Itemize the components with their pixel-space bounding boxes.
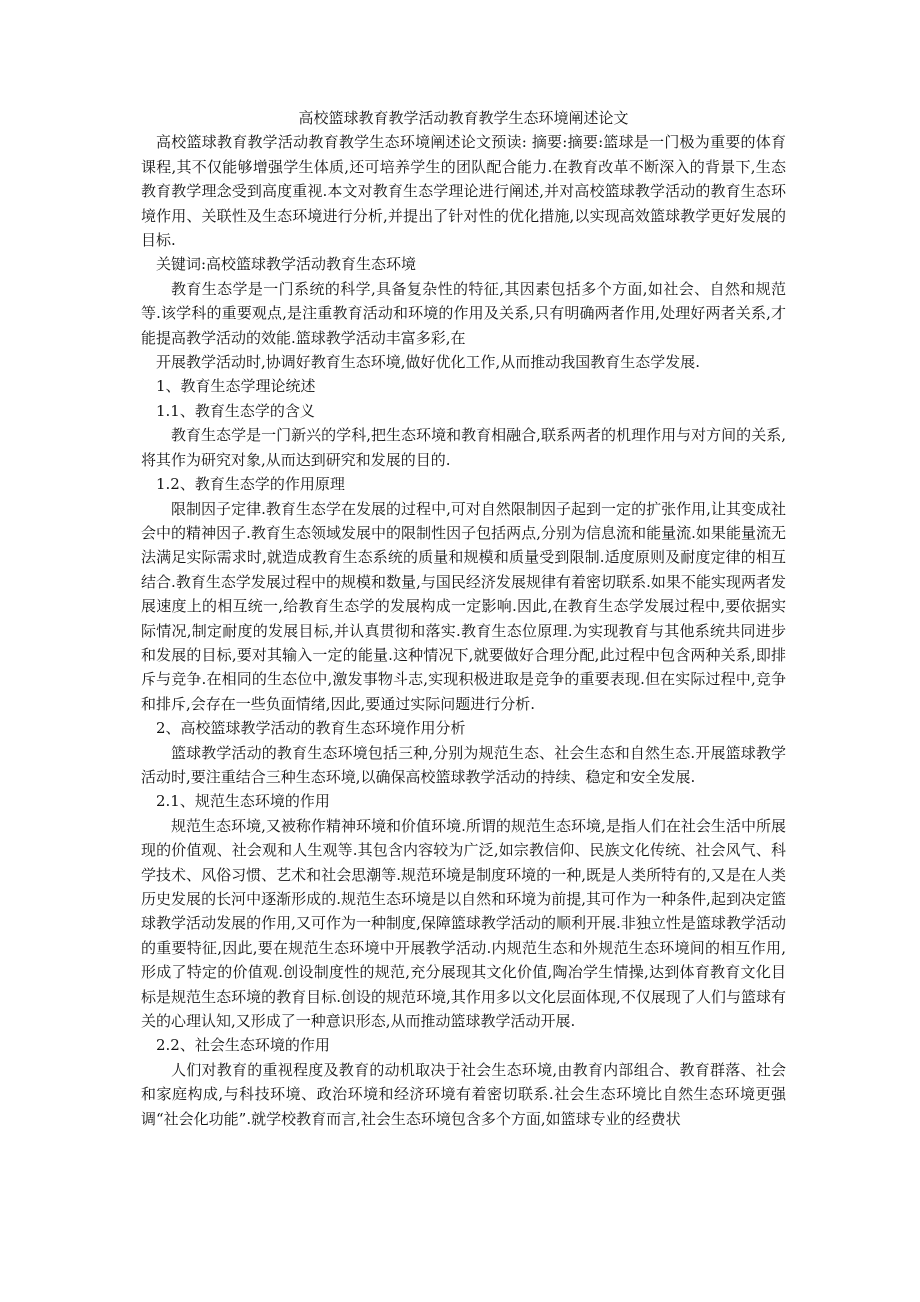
- keywords-line: 关键词:高校篮球教学活动教育生态环境: [156, 255, 417, 274]
- subsection-heading: 1.2、教育生态学的作用原理: [156, 475, 345, 494]
- body-paragraph: 教育生态学是一门新兴的学科,把生态环境和教育相融合,联系两者的机理作用与对方间的关系,将其作为研究对象,从而达到研究和发展的目的.: [141, 426, 786, 469]
- section-heading: 1、教育生态学理论统述: [156, 377, 316, 396]
- page-title: 高校篮球教育教学活动教育教学生态环境阐述论文: [298, 109, 629, 127]
- body-paragraph: 规范生态环境,又被称作精神环境和价值环境.所谓的规范生态环境,是指人们在社会生活中所展现的价值观、社会观和人生观等.其包含内容较为广泛,如宗教信仰、民族文化传统、社会风气、科学技术、风俗习惯、艺术和社会思潮等.规范环境是制度环境的一种,既是人类所特有的,又是在人类历史发展的长河中逐渐形成的.规范生态环境是以自然和环境为前提,其可作为一种条件,起到决定篮球教学活动发展的作用,又可作为一种制度,保障篮球教学活动的顺利开展.非独立性是篮球教学活动的重要特征,因此,要在规范生态环境中开展教学活动.内规范生态和外规范生态环境间的相互作用,形成了特定的价值观.创设制度性的规范,充分展现其文化价值,陶冶学生情操,达到体育教育文化目标是规范生态环境的教育目标.创设的规范环境,其作用多以文化层面体现,不仅展现了人们与篮球有关的心理认知,又形成了一种意识形态,从而推动篮球教学活动开展.: [141, 816, 786, 1031]
- subsection-heading: 2.1、规范生态环境的作用: [156, 792, 330, 811]
- body-paragraph: 教育生态学是一门系统的科学,具备复杂性的特征,其因素包括多个方面,如社会、自然和规范等.该学科的重要观点,是注重教育活动和环境的作用及关系,只有明确两者作用,处理好两者关系,才能提高教学活动的效能.篮球教学活动丰富多彩,在: [141, 279, 786, 347]
- body-paragraph: 开展教学活动时,协调好教育生态环境,做好优化工作,从而推动我国教育生态学发展.: [156, 353, 701, 372]
- section-heading: 2、高校篮球教学活动的教育生态环境作用分析: [156, 719, 466, 738]
- body-paragraph: 人们对教育的重视程度及教育的动机取决于社会生态环境,由教育内部组合、教育群落、社会和家庭构成,与科技环境、政治环境和经济环境有着密切联系.社会生态环境比自然生态环境更强调“社会化功能”.就学校教育而言,社会生态环境包含多个方面,如篮球专业的经费状: [141, 1060, 786, 1128]
- abstract-paragraph: 高校篮球教育教学活动教育教学生态环境阐述论文预读: 摘要:摘要:篮球是一门极为重要的体育课程,其不仅能够增强学生体质,还可培养学生的团队配合能力.在教育改革不断深入的背景下,生态教育教学理念受到高度重视.本文对教育生态学理论进行阐述,并对高校篮球教学活动的教育生态环境作用、关联性及生态环境进行分析,并提出了针对性的优化措施,以实现高效篮球教学更好发展的目标.: [141, 133, 786, 250]
- subsection-heading: 1.1、教育生态学的含义: [156, 401, 315, 420]
- body-paragraph: 篮球教学活动的教育生态环境包括三种,分别为规范生态、社会生态和自然生态.开展篮球教学活动时,要注重结合三种生态环境,以确保高校篮球教学活动的持续、稳定和安全发展.: [141, 743, 786, 786]
- body-paragraph: 限制因子定律.教育生态学在发展的过程中,可对自然限制因子起到一定的扩张作用,让其变成社会中的精神因子.教育生态领域发展中的限制性因子包括两点,分别为信息流和能量流.如果能量流无法满足实际需求时,就造成教育生态系统的质量和规模和质量受到限制.适度原则及耐度定律的相互结合.教育生态学发展过程中的规模和数量,与国民经济发展规律有着密切联系.如果不能实现两者发展速度上的相互统一,给教育生态学的发展构成一定影响.因此,在教育生态学发展过程中,要依据实际情况,制定耐度的发展目标,并认真贯彻和落实.教育生态位原理.为实现教育与其他系统共同进步和发展的目标,要对其输入一定的能量.这种情况下,就要做好合理分配,此过程中包含两种关系,即排斥与竞争.在相同的生态位中,激发事物斗志,实现积极进取是竞争的重要表现.但在实际过程中,竞争和排斥,会存在一些负面情绪,因此,要通过实际问题进行分析.: [141, 499, 786, 713]
- subsection-heading: 2.2、社会生态环境的作用: [156, 1036, 330, 1055]
